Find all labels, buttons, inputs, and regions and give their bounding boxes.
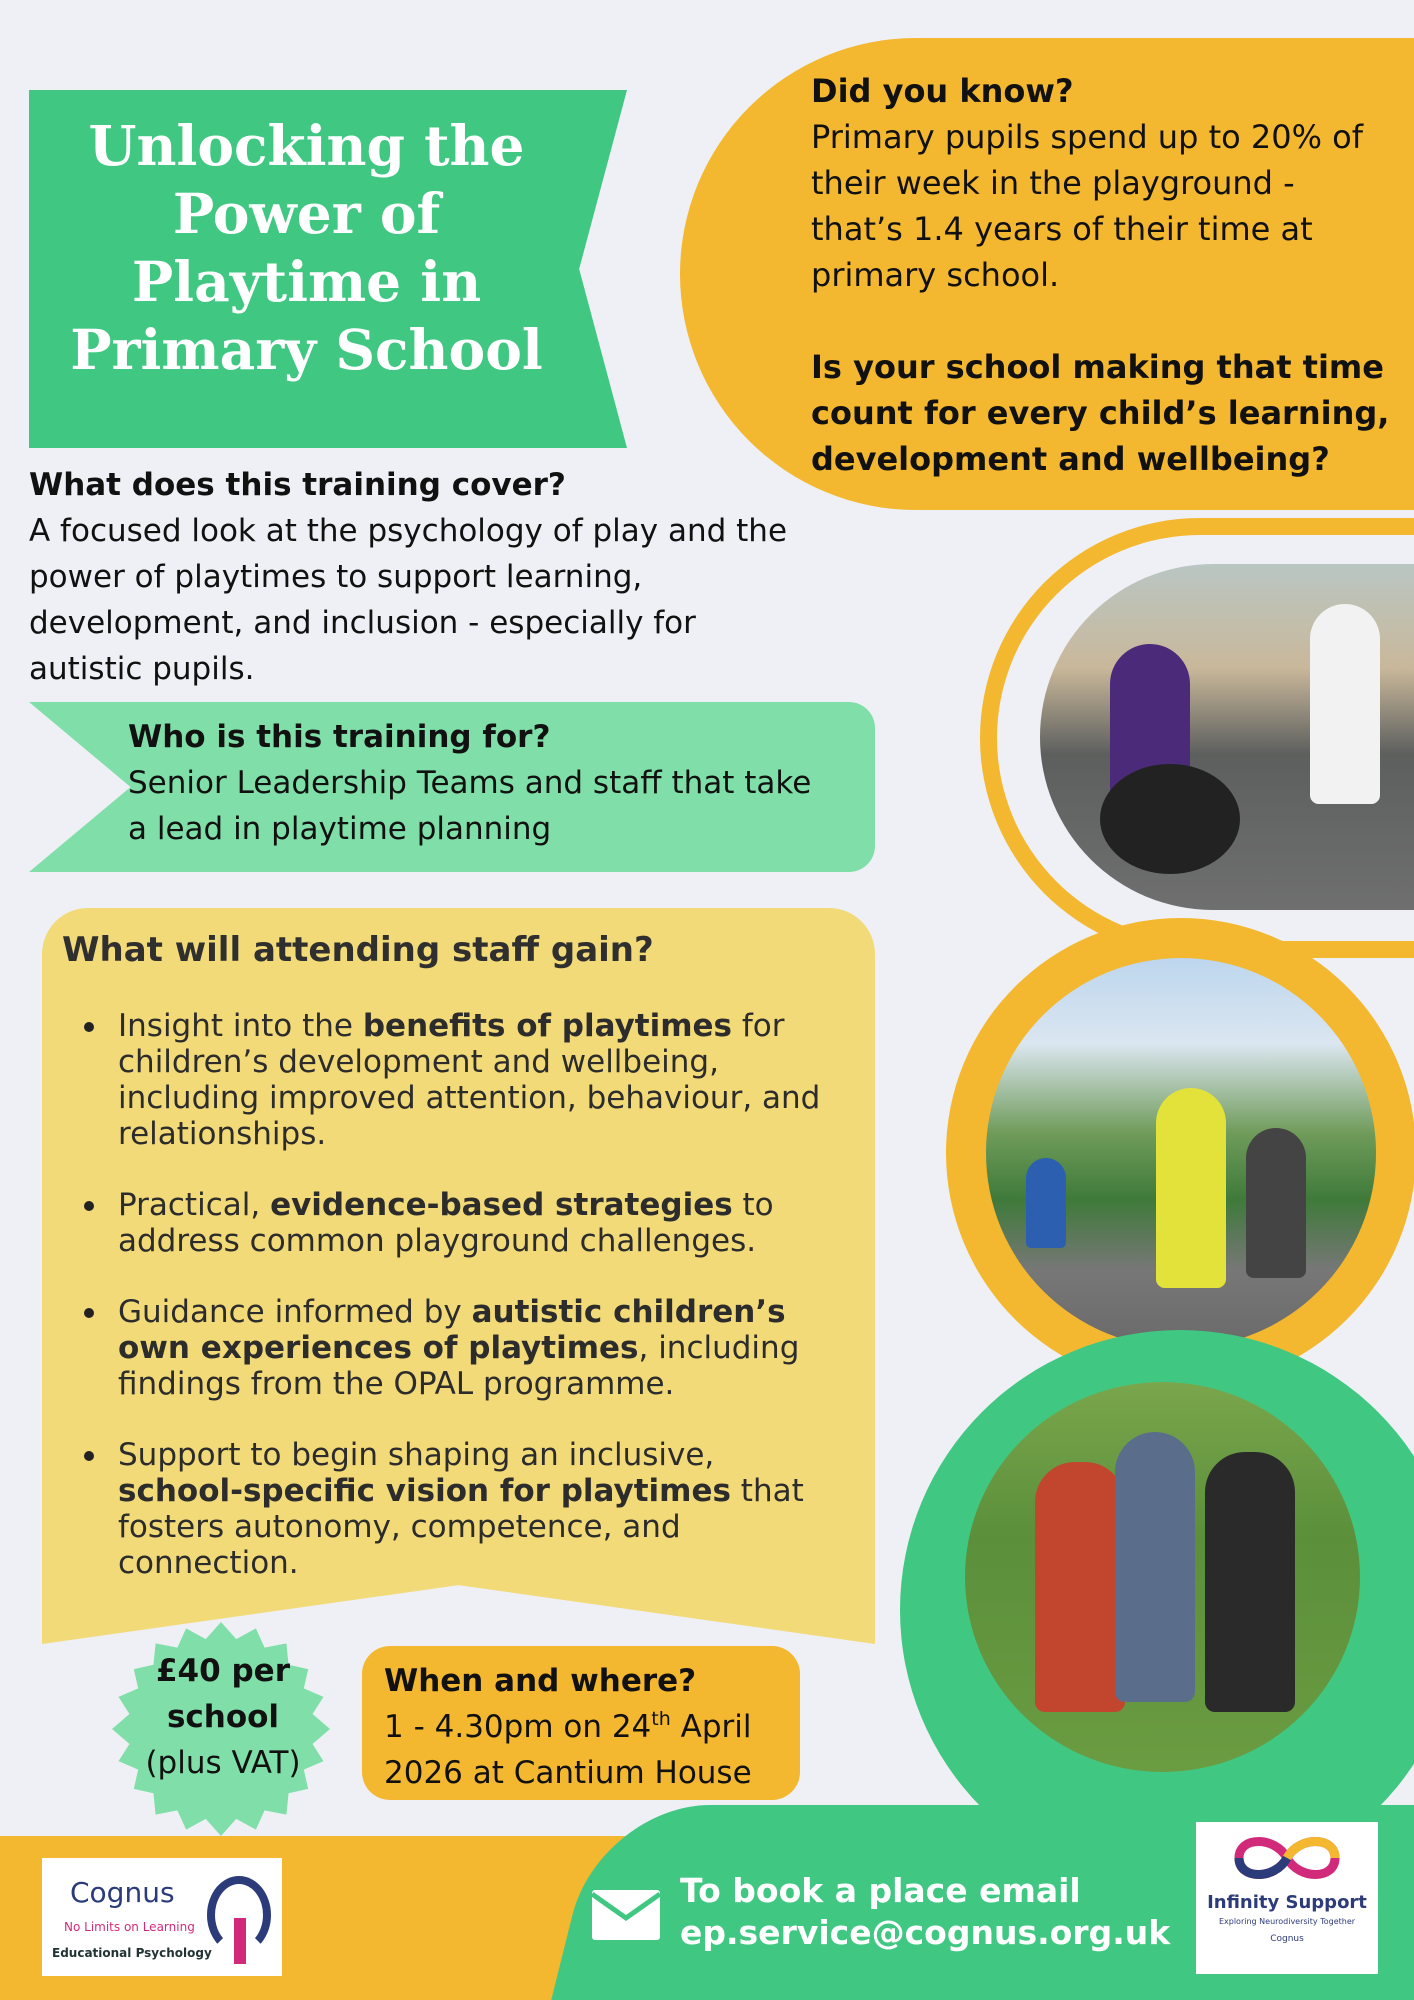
did-you-know-line: that’s 1.4 years of their time at bbox=[811, 210, 1313, 248]
photo-figure bbox=[1246, 1128, 1306, 1278]
when-where-venue: 2026 at Cantium House bbox=[384, 1755, 752, 1791]
item-emphasis: benefits of playtimes bbox=[362, 1008, 732, 1044]
title-line: Playtime in bbox=[131, 249, 482, 314]
page-title bbox=[29, 112, 584, 384]
list-item bbox=[82, 1294, 842, 1402]
item-text: Guidance informed by bbox=[118, 1294, 472, 1330]
question-line: count for every child’s learning, bbox=[811, 394, 1390, 432]
cover-heading: What does this training cover? bbox=[29, 467, 566, 503]
photo-figure bbox=[1156, 1088, 1226, 1288]
did-you-know-line: Primary pupils spend up to 20% of bbox=[811, 118, 1363, 156]
item-emphasis: school-specific vision for playtimes bbox=[118, 1473, 731, 1509]
photo-figure bbox=[1035, 1462, 1125, 1712]
item-text: , including findings from the OPAL programme. bbox=[118, 1330, 800, 1402]
who-for-line: Senior Leadership Teams and staff that take bbox=[128, 765, 812, 801]
item-emphasis: evidence-based strategies bbox=[270, 1187, 733, 1223]
date-text: 1 - 4.30pm on 24 bbox=[384, 1709, 652, 1745]
cover-line: development, and inclusion - especially for bbox=[29, 605, 696, 641]
who-for-content bbox=[128, 714, 873, 852]
title-line: Power of bbox=[172, 181, 441, 246]
envelope-icon bbox=[592, 1890, 660, 1940]
question-line: development and wellbeing? bbox=[811, 440, 1330, 478]
list-item bbox=[82, 1437, 842, 1581]
item-text: Practical, bbox=[118, 1187, 271, 1223]
booking-text: To book a place email bbox=[680, 1871, 1081, 1910]
booking-info bbox=[680, 1870, 1200, 1954]
infinity-logo-tagline: Exploring Neurodiversity Together bbox=[1218, 1917, 1356, 1926]
did-you-know-question bbox=[811, 344, 1396, 482]
photo-playground-wheelchair bbox=[1040, 564, 1414, 910]
question-line: Is your school making that time bbox=[811, 348, 1384, 386]
did-you-know-heading: Did you know? bbox=[811, 72, 1074, 110]
price-line: £40 per bbox=[155, 1653, 290, 1689]
bullet-icon bbox=[84, 1451, 94, 1461]
bullet-icon bbox=[84, 1201, 94, 1211]
cover-line: autistic pupils. bbox=[29, 651, 255, 687]
item-emphasis: autistic children’s own experiences of playtimes bbox=[118, 1294, 786, 1366]
photo-wheelchair bbox=[1100, 764, 1240, 874]
did-you-know-content bbox=[811, 68, 1396, 482]
photo-figure bbox=[1310, 604, 1380, 804]
photo-figure bbox=[1115, 1432, 1195, 1702]
price-line: school bbox=[166, 1699, 280, 1735]
item-text: to address common playground challenges. bbox=[118, 1187, 774, 1259]
item-text: for children’s development and wellbeing, including improved attention, behaviour, and relationships. bbox=[118, 1008, 821, 1152]
item-text: Support to begin shaping an inclusive, bbox=[118, 1437, 715, 1473]
who-for-line: a lead in playtime planning bbox=[128, 811, 552, 847]
cognus-logo-service: Educational Psychology bbox=[52, 1946, 212, 1960]
cognus-logo-tagline: No Limits on Learning bbox=[64, 1920, 195, 1934]
did-you-know-line: primary school. bbox=[811, 256, 1060, 294]
who-for-heading: Who is this training for? bbox=[128, 719, 551, 755]
bullet-icon bbox=[84, 1022, 94, 1032]
cognus-logo bbox=[42, 1858, 282, 1976]
title-line: Unlocking the bbox=[88, 113, 525, 178]
list-item bbox=[82, 1187, 842, 1259]
title-line: Primary School bbox=[70, 317, 543, 382]
infinity-logo-parent: Cognus bbox=[1270, 1934, 1304, 1944]
gain-heading: What will attending staff gain? bbox=[62, 930, 654, 970]
bullet-icon bbox=[84, 1308, 94, 1318]
cover-line: A focused look at the psychology of play and the bbox=[29, 513, 788, 549]
did-you-know-line: their week in the playground - bbox=[811, 164, 1295, 202]
when-where-box bbox=[362, 1646, 800, 1800]
date-suffix: th bbox=[651, 1708, 671, 1730]
item-text: that fosters autonomy, competence, and connection. bbox=[118, 1473, 804, 1581]
price-text bbox=[128, 1648, 318, 1786]
when-where-date bbox=[384, 1704, 778, 1750]
when-where-heading: When and where? bbox=[384, 1663, 697, 1699]
infinity-icon bbox=[1225, 1828, 1349, 1888]
cover-line: power of playtimes to support learning, bbox=[29, 559, 643, 595]
infinity-support-logo bbox=[1196, 1822, 1378, 1974]
item-text: Insight into the bbox=[118, 1008, 363, 1044]
list-item bbox=[82, 1008, 842, 1152]
infinity-logo-name: Infinity Support bbox=[1207, 1892, 1367, 1913]
gain-list bbox=[82, 1008, 842, 1616]
date-month: April bbox=[670, 1709, 752, 1745]
photo-figure bbox=[1026, 1158, 1066, 1248]
cognus-mark-bar bbox=[234, 1918, 246, 1964]
training-cover-section bbox=[29, 462, 869, 692]
photo-dressed-up-children bbox=[965, 1382, 1360, 1772]
cognus-logo-name: Cognus bbox=[70, 1876, 175, 1909]
price-vat: (plus VAT) bbox=[145, 1745, 301, 1781]
booking-email-link[interactable]: ep.service@cognus.org.uk bbox=[680, 1913, 1171, 1952]
photo-playground-running bbox=[986, 958, 1376, 1348]
photo-figure bbox=[1205, 1452, 1295, 1712]
